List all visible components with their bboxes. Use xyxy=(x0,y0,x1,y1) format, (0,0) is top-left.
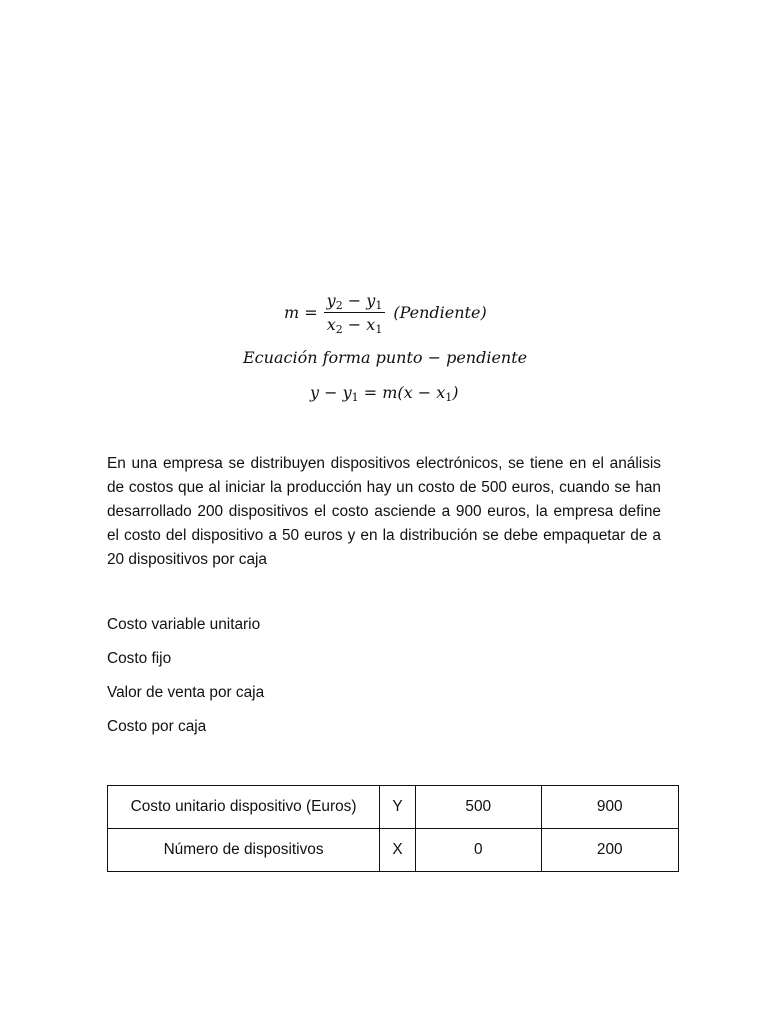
point-slope-formula xyxy=(310,383,459,402)
slope-formula xyxy=(284,291,487,334)
denominator-var-b: x xyxy=(366,315,376,334)
point-slope-part-2: = m(x − x xyxy=(358,383,446,402)
numerator-operator: − xyxy=(342,291,367,310)
item-valor-venta-caja: Valor de venta por caja xyxy=(107,684,265,701)
numerator-var-a: y xyxy=(326,291,336,310)
slope-note: (Pendiente) xyxy=(393,303,487,322)
item-costo-fijo: Costo fijo xyxy=(107,650,172,667)
item-costo-por-caja: Costo por caja xyxy=(107,718,207,735)
slope-fraction xyxy=(324,291,386,334)
point-slope-sub-2: 1 xyxy=(445,391,453,404)
numerator-var-b: y xyxy=(366,291,376,310)
table-cell: Y xyxy=(380,786,416,829)
table-cell: Número de dispositivos xyxy=(108,829,380,872)
item-costo-variable-unitario: Costo variable unitario xyxy=(107,616,261,633)
table-cell: 0 xyxy=(415,829,541,872)
table-row xyxy=(108,829,679,872)
numerator-sub-a: 2 xyxy=(335,299,343,312)
table-cell: Costo unitario dispositivo (Euros) xyxy=(108,786,380,829)
point-slope-sub-1: 1 xyxy=(351,391,359,404)
cost-table xyxy=(107,785,679,872)
problem-paragraph: En una empresa se distribuyen dispositivos electrónicos, se tiene en el análisis de costos que al iniciar la producción hay un costo de 500 euros, cuando se han desarrollado 200 dispositivos el costo asciende a 900 euros, la empresa define el costo del dispositivo a 50 euros y en la distribución se debe empaquetar de a 20 dispositivos por caja xyxy=(107,455,661,568)
point-slope-title: Ecuación forma punto − pendiente xyxy=(243,348,528,367)
table-cell: 900 xyxy=(541,786,679,829)
denominator-sub-b: 1 xyxy=(375,323,383,336)
table-cell: 500 xyxy=(415,786,541,829)
point-slope-part-1: y − y xyxy=(310,383,352,402)
denominator-var-a: x xyxy=(326,315,336,334)
table-cell: 200 xyxy=(541,829,679,872)
numerator-sub-b: 1 xyxy=(375,299,383,312)
table-cell: X xyxy=(380,829,416,872)
point-slope-part-3: ) xyxy=(452,383,459,402)
table-row xyxy=(108,786,679,829)
denominator-operator: − xyxy=(342,315,367,334)
denominator-sub-a: 2 xyxy=(335,323,343,336)
slope-lhs: m = xyxy=(284,303,318,322)
slope-denominator xyxy=(324,313,386,334)
slope-numerator xyxy=(324,291,386,313)
